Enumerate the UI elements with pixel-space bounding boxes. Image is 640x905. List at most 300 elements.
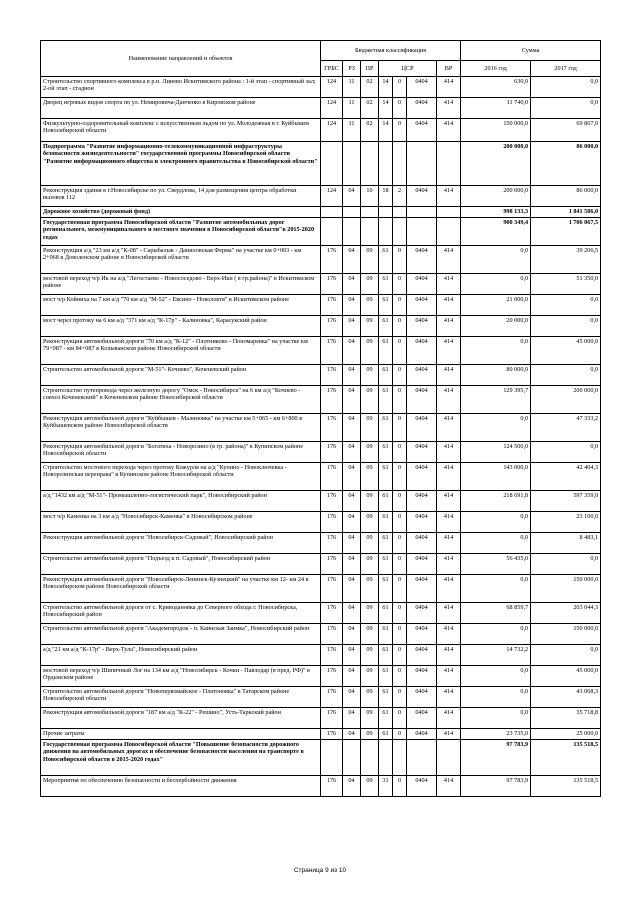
row-sum-2017: 45 000,0 [531,666,601,687]
header-2017: 2017 год [531,61,601,77]
table-row [41,218,601,246]
row-rz: 04 [343,687,361,708]
row-name: Строительство автомобильной дороги "Подъезд к п. Садовый", Новосибирский район [41,554,321,575]
row-name: Строительство автомобильной дороги "М-51"- Кочнево", Коченевский район [41,365,321,386]
row-sum-2016: 0,0 [461,533,531,554]
row-csr-subprogram [393,142,407,186]
row-sum-2016: 150 000,0 [461,119,531,142]
row-name: Реконструкция автомобильной дороги "70 км а/д "К-12" - Плотниково - Пономаревка" на участке км 79+087 - км 84+087 в Колыванском районе Новосибирской области [41,337,321,365]
row-csr-program: 31 [379,776,393,797]
table-row [41,645,601,666]
header-vr: ВР [437,61,461,77]
row-name: Государственная программа Новосибирской области "Повышение безопасности дорожного движения на автомобильных дорогах и обеспечение безопасности населения на транспорте в Новосибирской области в 2015-2020 годах" [41,740,321,776]
table-row [41,624,601,645]
row-csr-subprogram: 0 [393,119,407,142]
row-name: Строительство автомобильной дороги "Новопервомайское - Платоновка" в Татарском районе Новосибирской области [41,687,321,708]
row-name: Мероприятия по обеспечению безопасности и беспербойности движения [41,776,321,797]
row-pr: 09 [361,666,379,687]
row-pr: 09 [361,533,379,554]
row-csr-code: 0404 [407,316,437,337]
row-sum-2016: 200 000,0 [461,142,531,186]
row-csr-program: 61 [379,687,393,708]
row-sum-2016: 0,0 [461,512,531,533]
row-csr-code: 0404 [407,554,437,575]
row-csr-code [407,218,437,246]
row-sum-2017: 597 359,0 [531,491,601,512]
row-sum-2016: 900 349,4 [461,218,531,246]
row-grbs [321,218,343,246]
row-csr-code: 0404 [407,186,437,207]
row-grbs: 176 [321,512,343,533]
row-name: мостовой переход ч/р Шипичный Лог на 134 км а/д "Новосибирск - Кочки - Павлодар (в пред. РФ)" в Ордынском районе [41,666,321,687]
row-grbs [321,142,343,186]
row-vr: 414 [437,316,461,337]
row-vr: 414 [437,603,461,624]
row-csr-program: 61 [379,414,393,442]
row-csr-code [407,142,437,186]
row-sum-2016: 143 000,0 [461,463,531,491]
row-sum-2017: 203 044,3 [531,603,601,624]
row-csr-subprogram: 0 [393,246,407,274]
row-pr: 09 [361,274,379,295]
row-vr [437,740,461,776]
row-grbs: 176 [321,414,343,442]
row-name: Строительство автомобильной дороги от с. Криводановка до Северного обхода г. Новосибирска, Новосибирский район [41,603,321,624]
row-vr: 414 [437,666,461,687]
row-rz: 04 [343,491,361,512]
row-csr-program: 61 [379,575,393,603]
row-rz: 04 [343,729,361,740]
row-pr: 09 [361,708,379,729]
row-sum-2017: 0,0 [531,645,601,666]
row-csr-program: 61 [379,246,393,274]
row-vr: 414 [437,337,461,365]
row-pr: 09 [361,603,379,624]
row-sum-2016: 129 395,7 [461,386,531,414]
row-csr-subprogram: 0 [393,491,407,512]
row-sum-2016: 97 783,9 [461,776,531,797]
row-sum-2017: 135 518,5 [531,740,601,776]
row-pr: 09 [361,463,379,491]
row-csr-subprogram: 0 [393,337,407,365]
row-rz: 04 [343,442,361,463]
row-vr: 414 [437,119,461,142]
row-pr: 09 [361,442,379,463]
row-rz: 04 [343,414,361,442]
row-csr-code: 0404 [407,77,437,98]
row-csr-program: 61 [379,386,393,414]
header-name-column: Наименование направлений и объектов [41,41,321,77]
row-csr-subprogram: 0 [393,386,407,414]
row-name: Строительство спортивного комплекса в р.п. Линево Искитимского района : 1-й этап - спортивный зал; 2-ой этап - стадион [41,77,321,98]
row-csr-program: 61 [379,624,393,645]
row-sum-2017: 0,0 [531,295,601,316]
row-csr-program: 61 [379,554,393,575]
row-rz: 04 [343,186,361,207]
row-vr [437,207,461,218]
row-sum-2016: 68 859,7 [461,603,531,624]
row-sum-2016: 124 500,0 [461,442,531,463]
table-row [41,575,601,603]
row-rz: 04 [343,512,361,533]
row-grbs: 176 [321,624,343,645]
row-csr-code: 0404 [407,645,437,666]
row-csr-subprogram: 0 [393,554,407,575]
row-sum-2016: 56 435,0 [461,554,531,575]
row-name: Реконструкция здания в г.Новосибирске по ул. Свердлова, 14 для размещения центра обработки вызовов 112 [41,186,321,207]
table-row [41,666,601,687]
table-row [41,98,601,119]
row-csr-program [379,740,393,776]
row-rz: 04 [343,295,361,316]
row-grbs: 176 [321,575,343,603]
table-row [41,316,601,337]
row-csr-program: 61 [379,316,393,337]
row-vr: 414 [437,512,461,533]
row-grbs: 176 [321,295,343,316]
row-csr-code: 0404 [407,463,437,491]
row-pr: 02 [361,98,379,119]
row-csr-subprogram: 0 [393,316,407,337]
row-grbs: 124 [321,98,343,119]
row-grbs: 176 [321,274,343,295]
row-pr [361,142,379,186]
row-csr-subprogram: 0 [393,708,407,729]
row-csr-code: 0404 [407,98,437,119]
header-grbs: ГРБС [321,61,343,77]
row-csr-subprogram: 0 [393,687,407,708]
row-sum-2016: 0,0 [461,246,531,274]
row-sum-2017: 86 000,0 [531,142,601,186]
row-csr-code: 0404 [407,246,437,274]
row-sum-2016: 14 732,2 [461,645,531,666]
table-row [41,142,601,186]
row-sum-2017: 0,0 [531,316,601,337]
table-row [41,295,601,316]
row-csr-program: 61 [379,603,393,624]
row-csr-code: 0404 [407,708,437,729]
table-row [41,463,601,491]
row-sum-2016: 23 735,0 [461,729,531,740]
row-rz: 04 [343,274,361,295]
row-pr: 09 [361,554,379,575]
row-pr: 09 [361,687,379,708]
row-csr-program: 61 [379,337,393,365]
row-grbs: 176 [321,603,343,624]
row-grbs: 176 [321,645,343,666]
row-rz [343,740,361,776]
table-row [41,512,601,533]
row-csr-subprogram: 0 [393,295,407,316]
row-csr-program [379,142,393,186]
row-grbs: 176 [321,533,343,554]
row-grbs [321,207,343,218]
row-rz [343,142,361,186]
row-pr: 09 [361,365,379,386]
row-vr: 414 [437,533,461,554]
row-csr-subprogram: 0 [393,729,407,740]
row-csr-program: 14 [379,119,393,142]
row-sum-2017: 51 350,0 [531,274,601,295]
row-grbs [321,740,343,776]
row-csr-code: 0404 [407,512,437,533]
row-sum-2017: 0,0 [531,554,601,575]
row-vr [437,218,461,246]
row-name: Строительство мостового перехода через протоку Кожурля на а/д "Купино - Новоключевка - Новорозинская переправа" в Купинском районе Новосибирской области [41,463,321,491]
row-name: Реконструкция автомобильной дороги "Богатиха - Новорозино (в гр. района)" в Купинском районе Новосибирской области [41,442,321,463]
row-sum-2017: 23 100,0 [531,512,601,533]
row-grbs: 176 [321,316,343,337]
row-vr: 414 [437,98,461,119]
row-csr-subprogram [393,740,407,776]
row-grbs: 176 [321,776,343,797]
row-pr: 09 [361,729,379,740]
table-row [41,274,601,295]
row-pr: 09 [361,512,379,533]
row-vr: 414 [437,687,461,708]
row-vr: 414 [437,729,461,740]
header-2016: 2016 год [461,61,531,77]
row-rz: 04 [343,603,361,624]
row-csr-code: 0404 [407,119,437,142]
row-csr-program: 61 [379,708,393,729]
row-name: мост ч/р Койниха на 7 км а/д "70 км а/д "М-52" - Евсино - Новолоктя" в Искитимском районе [41,295,321,316]
row-sum-2016: 0,0 [461,575,531,603]
row-name: Государственная программа Новосибирской области "Развитие автомобильных дорог регионального, межмуниципального и местного значения в Новосибирской области"в 2015-2020 годах [41,218,321,246]
row-csr-subprogram: 0 [393,463,407,491]
table-row [41,246,601,274]
row-rz: 04 [343,666,361,687]
row-pr: 09 [361,776,379,797]
table-row [41,442,601,463]
row-name: Физкультурно-оздоровительный комплекс с искусственным льдом по ул. Молодежная в г. Куйбышев Новосибирской области [41,119,321,142]
row-vr: 414 [437,554,461,575]
row-sum-2017: 1 706 067,5 [531,218,601,246]
row-csr-program: 14 [379,98,393,119]
row-csr-program: 61 [379,463,393,491]
table-row [41,414,601,442]
row-csr-code: 0404 [407,442,437,463]
row-csr-code: 0404 [407,491,437,512]
row-name: Реконструкция автомобильной дороги "187 км а/д "К-22" - Решино", Усть-Таркский район [41,708,321,729]
header-budget-classification: Бюджетная классификация [321,41,461,61]
row-sum-2016: 0,0 [461,624,531,645]
row-csr-program [379,218,393,246]
row-vr: 414 [437,77,461,98]
row-csr-subprogram: 2 [393,186,407,207]
row-vr: 414 [437,414,461,442]
document-page [40,40,600,797]
row-pr: 09 [361,645,379,666]
row-csr-code: 0404 [407,624,437,645]
row-rz: 04 [343,624,361,645]
header-sum: Сумма [461,41,601,61]
table-row [41,365,601,386]
row-grbs: 176 [321,463,343,491]
row-csr-program: 61 [379,295,393,316]
row-vr [437,142,461,186]
row-csr-code: 0404 [407,666,437,687]
row-rz: 04 [343,533,361,554]
row-pr: 09 [361,246,379,274]
row-pr [361,207,379,218]
row-sum-2017: 42 404,3 [531,463,601,491]
table-row [41,119,601,142]
row-grbs: 176 [321,708,343,729]
row-name: а/д "1432 км а/д "М-51"- Промышленно-логистический парк", Новосибирский район [41,491,321,512]
row-sum-2017: 47 333,2 [531,414,601,442]
row-csr-code: 0404 [407,776,437,797]
table-row [41,740,601,776]
table-row [41,708,601,729]
row-rz [343,207,361,218]
row-sum-2016: 97 783,9 [461,740,531,776]
budget-table [40,40,601,797]
row-pr: 09 [361,624,379,645]
row-grbs: 124 [321,77,343,98]
table-row [41,77,601,98]
row-pr [361,218,379,246]
row-sum-2016: 630,0 [461,77,531,98]
row-rz: 11 [343,119,361,142]
row-sum-2017: 35 718,8 [531,708,601,729]
row-csr-code: 0404 [407,365,437,386]
row-sum-2017: 43 068,3 [531,687,601,708]
row-sum-2017: 8 483,1 [531,533,601,554]
row-rz: 04 [343,708,361,729]
row-sum-2017: 0,0 [531,77,601,98]
row-csr-code: 0404 [407,295,437,316]
row-name: Дорожное хозяйство (дорожный фонд) [41,207,321,218]
table-row [41,207,601,218]
row-pr: 09 [361,491,379,512]
row-name: мостовой переход ч/р Ик на а/д "Легостаево - Новососедово - Верх-Ики ( в гр.района)" в Искитимском районе [41,274,321,295]
row-csr-subprogram: 0 [393,603,407,624]
row-sum-2017: 0,0 [531,98,601,119]
row-vr: 414 [437,365,461,386]
page-number: Страница 9 из 10 [293,867,347,874]
row-sum-2017: 1 841 586,0 [531,207,601,218]
row-sum-2017: 39 206,5 [531,246,601,274]
row-grbs: 176 [321,246,343,274]
row-csr-subprogram: 0 [393,77,407,98]
row-name: Прочие затраты [41,729,321,740]
row-sum-2016: 0,0 [461,666,531,687]
row-rz: 04 [343,776,361,797]
row-csr-code: 0404 [407,603,437,624]
row-name: Строительство автомобильной дороги "Академгородок - п. Каинская Заимка", Новосибирский район [41,624,321,645]
row-vr: 414 [437,295,461,316]
row-csr-subprogram: 0 [393,442,407,463]
row-csr-subprogram: 0 [393,365,407,386]
row-pr: 09 [361,575,379,603]
table-row [41,729,601,740]
table-row [41,533,601,554]
row-grbs: 176 [321,386,343,414]
row-grbs: 176 [321,442,343,463]
row-rz: 04 [343,575,361,603]
row-pr: 10 [361,186,379,207]
row-csr-code: 0404 [407,687,437,708]
row-rz: 11 [343,98,361,119]
row-rz: 04 [343,365,361,386]
row-csr-subprogram: 0 [393,776,407,797]
row-csr-program: 18 [379,186,393,207]
row-csr-program: 61 [379,645,393,666]
table-row [41,337,601,365]
header-csr: ЦСР [379,61,437,77]
row-sum-2016: 21 000,0 [461,295,531,316]
row-csr-subprogram: 0 [393,666,407,687]
row-vr: 414 [437,386,461,414]
row-vr: 414 [437,246,461,274]
row-grbs: 124 [321,119,343,142]
row-name: а/д "21 км а/д "К-17р" - Верх-Тула", Новосибирский район [41,645,321,666]
row-csr-program: 61 [379,512,393,533]
row-csr-subprogram: 0 [393,274,407,295]
row-pr: 09 [361,337,379,365]
table-row [41,603,601,624]
row-sum-2017: 25 000,0 [531,729,601,740]
row-vr: 414 [437,624,461,645]
row-csr-subprogram: 0 [393,645,407,666]
row-pr: 09 [361,414,379,442]
row-vr: 414 [437,776,461,797]
row-csr-code: 0404 [407,414,437,442]
row-csr-program: 61 [379,491,393,512]
row-csr-subprogram: 0 [393,414,407,442]
row-csr-subprogram [393,218,407,246]
row-name: мост ч/р Каменка на 3 км а/д "Новосибирск-Каменка" в Новосибирском районе [41,512,321,533]
row-name: Реконструкция автомобильной дороги "Новосибирск-Садовый", Новосибирский район [41,533,321,554]
table-row [41,491,601,512]
row-rz: 04 [343,337,361,365]
row-rz: 04 [343,316,361,337]
row-csr-code: 0404 [407,386,437,414]
row-sum-2017: 0,0 [531,442,601,463]
row-pr: 02 [361,77,379,98]
row-rz: 04 [343,246,361,274]
row-pr: 09 [361,295,379,316]
row-sum-2017: 45 000,0 [531,337,601,365]
row-pr [361,740,379,776]
row-grbs: 176 [321,337,343,365]
row-grbs: 176 [321,729,343,740]
table-row [41,554,601,575]
table-row [41,776,601,797]
row-sum-2016: 0,0 [461,274,531,295]
row-vr: 414 [437,186,461,207]
row-csr-program: 61 [379,533,393,554]
row-csr-program: 61 [379,365,393,386]
header-pr: ПР [361,61,379,77]
row-sum-2016: 11 740,0 [461,98,531,119]
row-grbs: 176 [321,554,343,575]
row-vr: 414 [437,491,461,512]
row-csr-code: 0404 [407,729,437,740]
row-csr-program: 61 [379,666,393,687]
row-vr: 414 [437,442,461,463]
row-sum-2016: 80 000,0 [461,365,531,386]
row-csr-code: 0404 [407,575,437,603]
row-sum-2017: 135 518,5 [531,776,601,797]
row-rz [343,218,361,246]
row-pr: 09 [361,316,379,337]
row-csr-code: 0404 [407,274,437,295]
row-sum-2016: 0,0 [461,414,531,442]
row-name: Реконструкция автомобильной дороги "Новосибирск-Ленинск-Кузнецкий" на участке км 12- км 24 в Новосибирском районе Новосибирской области [41,575,321,603]
row-csr-subprogram: 0 [393,624,407,645]
